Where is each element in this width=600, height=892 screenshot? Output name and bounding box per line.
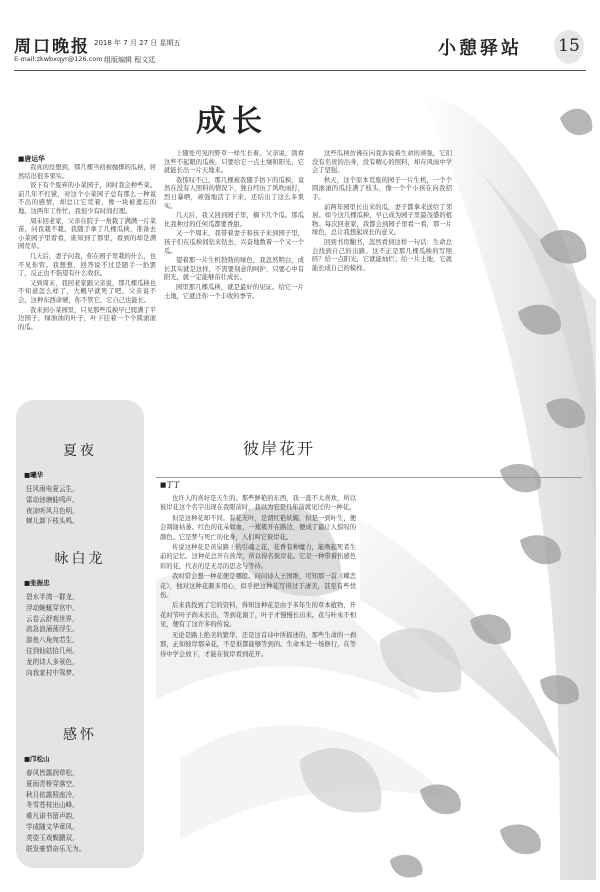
paragraph: 回到书房翻书，忽然看到这样一句话：生命总会找到自己的出路。这不正是那几棵瓜秧的写照吗？给一点阳光，它就能灿烂；给一片土地，它就能长成自己的模样。: [312, 238, 452, 272]
layout-editor: 组版编辑 程文廷: [104, 56, 156, 64]
poem-author: ■曦华: [24, 471, 44, 479]
poem-title: 咏白龙: [54, 551, 106, 567]
page-number: 15: [558, 36, 580, 56]
paragraph: 又一个周末，我带着妻子和孩子来到园子里，孩子们在瓜秧间钻来钻去，兴奋地数着一个又一个瓜。: [164, 230, 304, 255]
poem-author: ■邝松山: [24, 755, 50, 763]
article-body-higan-flower: [160, 494, 356, 868]
paragraph: 无论是路上绝美的繁华，还是这首诗中所描述的，那些生命的一刹那，正如彼岸那朵花，不是谁都能够等到的。生命本是一场修行，在等待中学会放下，才能在彼岸看到花开。: [160, 631, 356, 658]
paragraph: 传说这种花是黄泉路上的引魂之花，花香有种魔力，能唤起死者生前的记忆。这种花总开在彼岸，所以得名彼岸花。它是一种带着伤感色彩的花，代表的是无尽的思念与等待。: [160, 544, 356, 570]
masthead: [14, 32, 586, 72]
article-title-higan-flower: 彼岸花开: [243, 439, 316, 458]
paragraph: 后来我找到了它的资料，得知这种花是由于多年生的草本植物，开花时节叶子尚未长出，等到花谢了，叶子才慢慢长出来。花与叶永不相见，便有了这许多的传说。: [160, 602, 356, 629]
paragraph: 但是这种花却不同。有花无叶，是谓红艳妖媚，但是一到叶生，便会凋谢枯萎。红色的花朵如血，一簇簇开在路边，便成了最让人惊叹的颜色。它是梦与死亡的化身，人们叫它彼岸花。: [160, 514, 356, 541]
newspaper-name: 周口晚报: [14, 37, 90, 57]
paragraph: 这些瓜秧仿佛在向我诉说着生命的顽强，它们没有名贵的出身，没有精心的照料，却在风雨中学会了坚强。: [312, 150, 452, 175]
paragraph: 园里那几棵瓜秧，就是最好的见证。给它一片土地，它就还你一个丰收的季节。: [164, 283, 304, 300]
paragraph: 又到周末，我回老家跟父亲说，那几棵瓜秧也不知道怎么样了，大概早就死了吧。父亲说不会，这种东西命硬，你不管它，它自己也能长。: [18, 279, 156, 304]
masthead-divider: [14, 70, 586, 71]
article-divider: [156, 477, 582, 478]
poem-text: 春风皆露润草松， 夏雨青桥穿落空。 秋月依露照座冷， 冬雪苍枝出山峰。 难凡诺书留声韵， 学成随文华章风。 英姿玉戏鬓鹏双， 联发豪情奋乐无为。: [26, 769, 86, 853]
paragraph: 前两年园里长出来的瓜，妻子都拿来送给了邻居。如今这几棵瓜秧，早已成为园子里最茂盛的植物。每次回老家，我都会到园子里看一看，那一片绿色，总让我想起成长的意义。: [312, 203, 452, 237]
poem-text: 碧水半湾一群龙， 浮动蜿蜒穿宫中。 云卷云舒观世界， 流急浪涌荡浮生。 游鱼八角宛若生， 往到仙姑拾几州。 龙的诗人多景色， 向我家村中驾梦。: [26, 593, 79, 677]
page-number-badge: [554, 30, 584, 64]
paragraph: 饭下有个废弃的小菜园子，闲时我会种些菜。前几年不打紧，对这个小菜园子总有那么一种说不出的感情，却总让它荒着，像一块被遗忘的地。这两年工作忙，我很少有时间打理。: [18, 182, 156, 215]
paragraph: 周末回老家，父亲在院子一角栽了满满一片菜苗，问我栽不栽。我随手拿了几棵瓜秧，准备去小菜园子里看看，谁知到了那里，看到的却是满园荒草。: [18, 217, 156, 251]
paragraph: 也许人的喜好是天生的。那些鲜艳的东西，我一直不太喜欢，所以彼岸花这个名字出现在我眼前时，我以为它是几年前就见过的一种花。: [160, 495, 356, 512]
paragraph: 我惊叹不已，那几棵被我随手扔下的瓜秧，竟然在没有人照料的情况下，独自经历了风吹雨打，烈日暴晒，顽强地活了下来，还结出了这么多果实。: [164, 176, 304, 210]
article-column-2: [164, 150, 304, 412]
paragraph: 我来到小菜园里，只见那些瓜秧早已爬满了半边园子，绿油油的叶子，叶下挂着一个个圆滚滚的瓜。: [18, 306, 156, 331]
paragraph: 秋天，这个原本荒废的园子一片生机，一个个圆滚滚的瓜挂满了枝头，像一个个小孩在向我招手。: [312, 176, 452, 201]
article-title-growth: 成长: [196, 104, 268, 139]
paragraph: 我时常会想一种花便是哪般。问问诗人王国维，可知那一首《蝶恋花》，独对这种花颇多用心，似乎把这种花写得过于凄美，甚至有些忧伤。: [160, 573, 356, 600]
article-byline: ■唐运华: [18, 155, 45, 163]
poem-text: 狂风雨电夏云生， 雷动池塘蛙鸣声。 夜凉听风月色明， 蝉儿卸下枝头鸣。: [26, 485, 79, 526]
poem-title: 夏夜: [63, 443, 97, 459]
paragraph: 望着那一片生机勃勃的绿色，我忽然明白，成长其实就是这样，不需要刻意的呵护，只要心中有阳光，就一定能够茁壮成长。: [164, 257, 304, 282]
issue-date: 2018 年 7 月 27 日 星期五: [94, 39, 181, 47]
paragraph: 我真的没想到，那几棵当初被抛掷的瓜秧，居然结出很多果实。: [18, 164, 156, 180]
poem-title: 感怀: [63, 727, 97, 743]
contact-email: E-mail:zkwbxqyr@126.com: [14, 55, 103, 63]
poem-author: ■张振忠: [24, 579, 50, 587]
paragraph: 上随处可见的野草一样生长着。父亲说，别看这些不起眼的瓜秧，只要给它一点土壤和阳光，它就能长出一片天地来。: [164, 150, 304, 175]
paragraph: 几天后，妻子问我，你在园子里栽的什么，也不见你管。我想想，回答说不过是随手一扔罢了，反正也不指望有什么收获。: [18, 252, 156, 278]
paragraph: 几天后，我又回到园子里，摘下几个瓜。那瓜比我种过的任何瓜都要香甜。: [164, 212, 304, 228]
article-column-3: [312, 150, 452, 412]
article-column-1: [18, 164, 156, 394]
section-title: 小憩驿站: [438, 38, 522, 59]
article-byline: ■丁丁: [160, 481, 181, 489]
